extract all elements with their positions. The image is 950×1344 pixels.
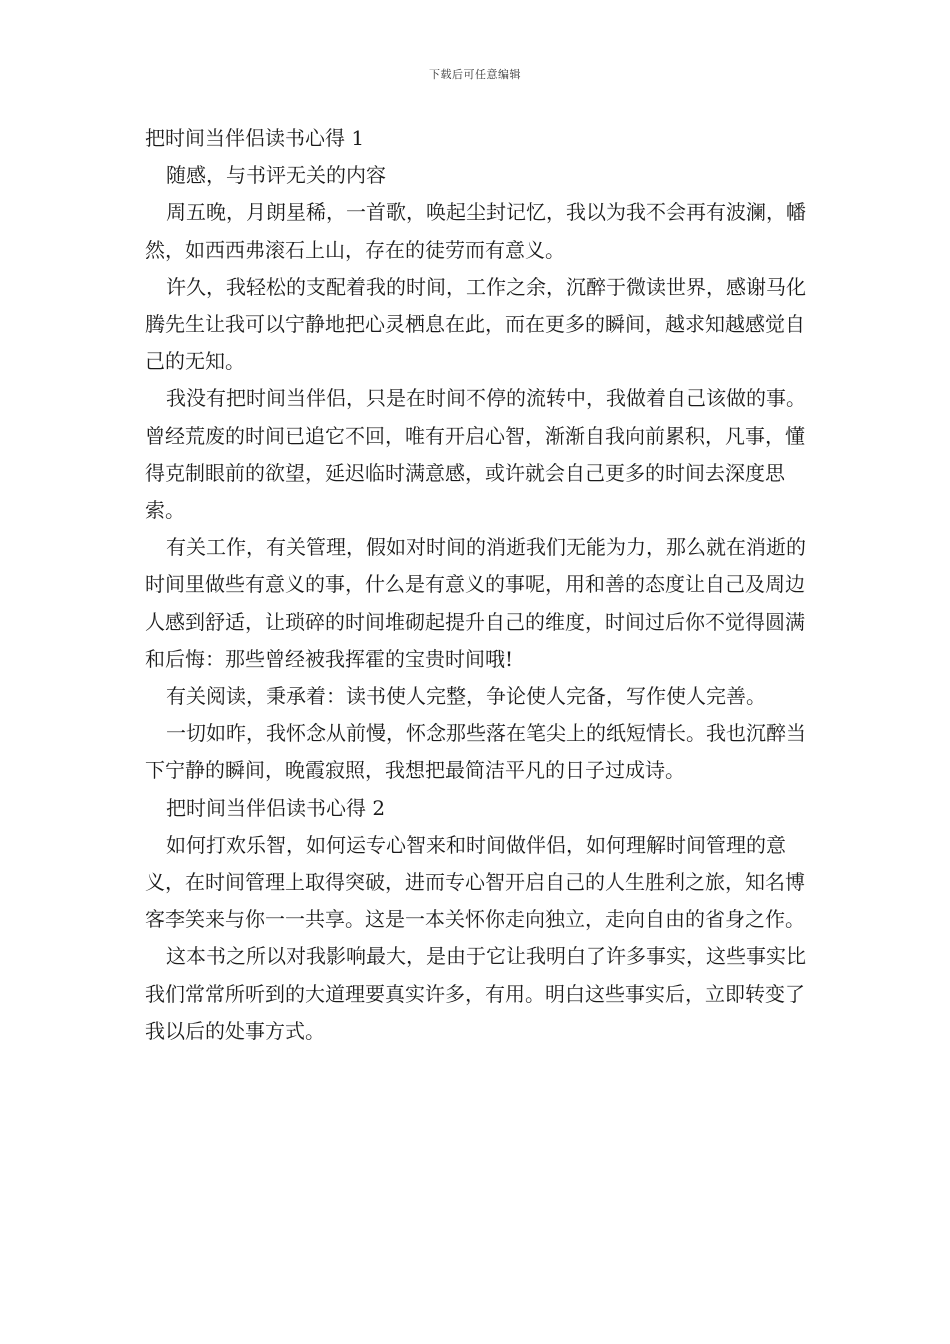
document-body (145, 120, 810, 1050)
paragraph: 有关工作，有关管理，假如对时间的消逝我们无能为力，那么就在消逝的时间里做些有意义的事，什么是有意义的事呢，用和善的态度让自己及周边人感到舒适，让琐碎的时间堆砌起提升自己的维度，时间过后你不觉得圆满和后悔：那些曾经被我挥霍的宝贵时间哦! (145, 535, 806, 671)
paragraph: 如何打欢乐智，如何运专心智来和时间做伴侣，如何理解时间管理的意义，在时间管理上取得突破，进而专心智开启自己的人生胜利之旅，知名博客李笑来与你一一共享。这是一本关怀你走向独立，走向自由的省身之作。 (145, 832, 805, 932)
header-note: 下载后可任意编辑 (429, 68, 521, 81)
paragraph: 有关阅读，秉承着：读书使人完整，争论使人完备，写作使人完善。 (166, 684, 766, 709)
essay-1-title: 把时间当伴侣读书心得 1 (145, 126, 365, 150)
paragraph: 周五晚，月朗星稀，一首歌，唤起尘封记忆，我以为我不会再有波澜，幡然，如西西弗滚石上山，存在的徒劳而有意义。 (145, 200, 806, 262)
paragraph: 许久，我轻松的支配着我的时间，工作之余，沉醉于微读世界，感谢马化腾先生让我可以宁静地把心灵栖息在此，而在更多的瞬间，越求知越感觉自己的无知。 (145, 274, 806, 374)
paragraph: 我没有把时间当伴侣，只是在时间不停的流转中，我做着自己该做的事。曾经荒废的时间已追它不回，唯有开启心智，渐渐自我向前累积，凡事，懂得克制眼前的欲望，延迟临时满意感，或许就会自己更多的时间去深度思索。 (145, 386, 806, 523)
essay-2-title: 把时间当伴侣读书心得 2 (166, 795, 386, 820)
paragraph: 随感，与书评无关的内容 (166, 163, 386, 188)
paragraph: 一切如昨，我怀念从前慢，怀念那些落在笔尖上的纸短情长。我也沉醉当下宁静的瞬间，晚霞寂照，我想把最简洁平凡的日子过成诗。 (145, 721, 806, 783)
paragraph: 这本书之所以对我影响最大，是由于它让我明白了许多事实，这些事实比我们常常所听到的大道理要真实许多，有用。明白这些事实后，立即转变了我以后的处事方式。 (145, 944, 806, 1043)
